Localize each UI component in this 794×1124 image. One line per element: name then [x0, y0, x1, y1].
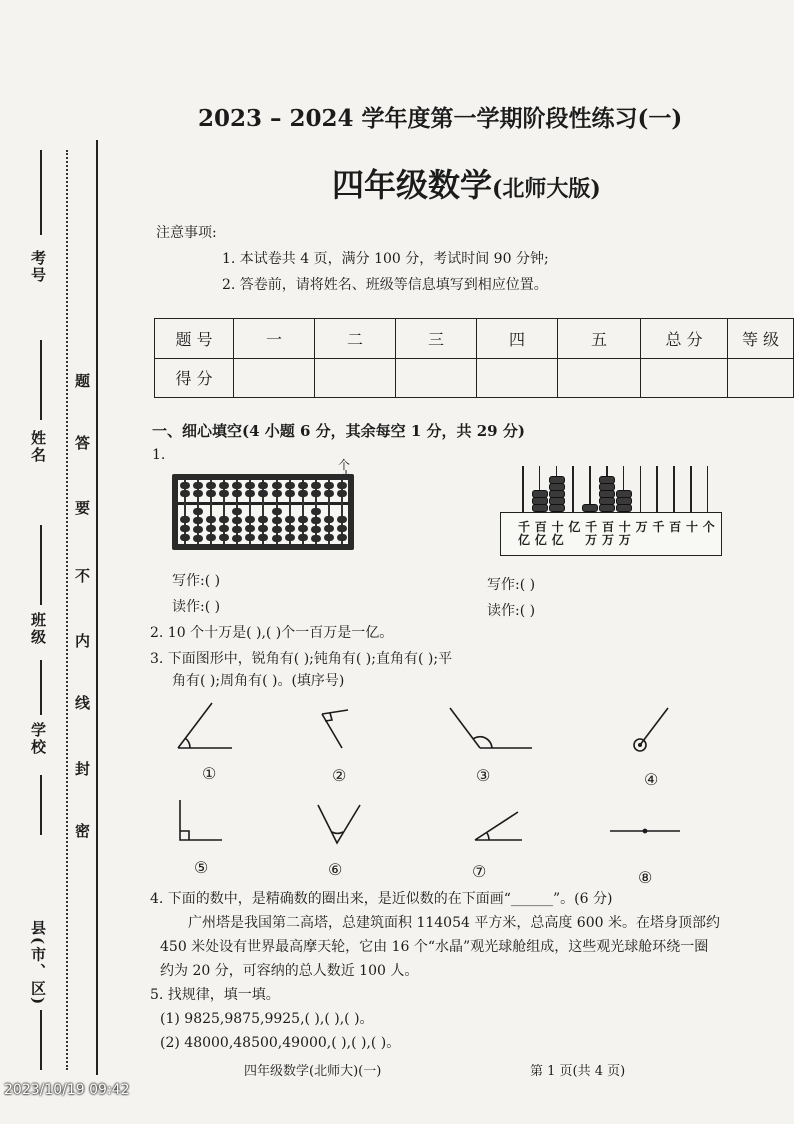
notice-item-2: 2. 答卷前，请将姓名、班级等信息填写到相应位置。 — [222, 277, 548, 293]
abacus-bead — [206, 482, 216, 489]
q1-right-read[interactable]: 读作:( ) — [487, 603, 536, 619]
abacus-bead — [285, 516, 295, 523]
counting-bead — [582, 504, 598, 512]
place-label: 百 — [669, 520, 682, 534]
exam-no-label: 考号 — [29, 250, 47, 284]
notice-item-1: 1. 本试卷共 4 页，满分 100 分，考试时间 90 分钟; — [222, 251, 549, 267]
abacus-bead — [219, 482, 229, 489]
county-label: 县(市、区) — [29, 920, 47, 1007]
counting-rod — [673, 466, 675, 512]
counting-rod — [707, 466, 709, 512]
abacus-ones-mark: 个 — [338, 458, 351, 472]
section-1-heading: 一、细心填空(4 小题 6 分，其余每空 1 分，共 29 分) — [152, 422, 525, 440]
abacus-bead — [337, 534, 347, 541]
angle-5-right — [180, 800, 222, 840]
seal-char-2: 答 — [75, 434, 91, 452]
abacus-bead — [232, 517, 242, 524]
abacus-bead — [180, 525, 190, 532]
abacus-bead — [193, 517, 203, 524]
angle-1-acute — [178, 703, 232, 748]
county-blank — [40, 1010, 42, 1070]
abacus-bead — [311, 535, 321, 542]
table-cell: 五 — [558, 319, 641, 359]
place-label: 千 亿 — [517, 520, 530, 547]
abacus-bead — [337, 516, 347, 523]
abacus-bead — [206, 490, 216, 497]
q4-paragraph-3[interactable]: 约为 20 分，可容纳的总人数近 100 人。 — [160, 963, 419, 979]
counting-rod — [522, 466, 524, 512]
counting-bead — [549, 483, 565, 491]
edition-label: (北师大版) — [492, 176, 601, 202]
exam-period-title: 2023 – 2024 学年度第一学期阶段性练习(一) — [198, 105, 683, 132]
abacus-bead — [180, 490, 190, 497]
score-input-cell[interactable] — [641, 358, 728, 398]
place-label: 十 亿 — [551, 520, 564, 547]
abacus-bead — [298, 525, 308, 532]
abacus-bead — [193, 482, 203, 489]
q4-instruction: 4. 下面的数中，是精确数的圈出来，是近似数的在下面画“______”。(6 分) — [150, 891, 613, 907]
abacus-bead — [258, 516, 268, 523]
table-cell: 一 — [234, 319, 315, 359]
place-label: 个 — [702, 520, 715, 534]
place-label: 千 万 — [585, 520, 598, 547]
table-cell: 总 分 — [641, 319, 728, 359]
angle-2-right — [322, 710, 348, 748]
abacus-bead — [245, 525, 255, 532]
footer-page: 第 1 页(共 4 页) — [530, 1064, 626, 1079]
counting-bead — [599, 497, 615, 505]
counting-rod — [656, 466, 658, 512]
angle-label: ① — [202, 764, 217, 783]
abacus-bead — [258, 534, 268, 541]
counting-bead — [549, 504, 565, 512]
angle-label: ⑦ — [472, 862, 487, 881]
abacus-bead — [245, 534, 255, 541]
seal-char-7: 封 — [75, 760, 91, 778]
place-label: 千 — [652, 520, 665, 534]
subject-name: 四年级数学 — [332, 166, 493, 204]
abacus-bead — [272, 482, 282, 489]
abacus-bead — [219, 490, 229, 497]
abacus-bead — [193, 508, 203, 515]
angle-label: ④ — [644, 770, 659, 789]
abacus-bead — [245, 516, 255, 523]
counting-bead — [616, 490, 632, 498]
abacus-bead — [258, 490, 268, 497]
counting-bead — [599, 483, 615, 491]
subject-title — [332, 160, 601, 206]
school-blank — [40, 660, 42, 715]
abacus-bead — [180, 482, 190, 489]
score-input-cell[interactable] — [728, 358, 794, 398]
counting-bead — [599, 504, 615, 512]
abacus-bead — [324, 525, 334, 532]
place-label: 百 万 — [601, 520, 614, 547]
counting-bead — [616, 497, 632, 505]
notice-heading: 注意事项: — [156, 225, 217, 241]
counting-bead — [549, 497, 565, 505]
table-cell: 得 分 — [155, 358, 234, 398]
abacus-bead — [324, 482, 334, 489]
abacus-bead — [311, 490, 321, 497]
q4-paragraph-1[interactable]: 广州塔是我国第二高塔，总建筑面积 114054 平方米，总高度 600 米。在塔身顶部约 — [188, 915, 720, 931]
abacus-bead — [232, 482, 242, 489]
abacus-bead — [232, 490, 242, 497]
abacus-bead — [337, 482, 347, 489]
abacus-bead — [232, 535, 242, 542]
abacus-bead — [232, 508, 242, 515]
abacus-image — [172, 474, 354, 550]
class-label: 班级 — [29, 612, 47, 646]
footer-subject: 四年级数学(北师大)(一) — [244, 1064, 382, 1079]
table-cell: 等 级 — [728, 319, 794, 359]
abacus-bead — [311, 517, 321, 524]
abacus-bead — [206, 534, 216, 541]
q3-line-1[interactable]: 3. 下面图形中，锐角有( );钝角有( );直角有( );平 — [150, 651, 453, 667]
q5-sequence-2[interactable]: (2) 48000,48500,49000,( ),( ),( )。 — [160, 1035, 401, 1051]
name-blank — [40, 340, 42, 420]
angle-6-acute — [318, 805, 360, 843]
photo-timestamp: 2023/10/19 09:42 — [4, 1082, 130, 1098]
score-input-cell[interactable] — [315, 358, 396, 398]
abacus-bead — [219, 516, 229, 523]
counting-bead — [549, 490, 565, 498]
school-blank-2 — [40, 775, 42, 835]
q4-paragraph-2[interactable]: 450 米处设有世界最高摩天轮，它由 16 个“水晶”观光球舱组成，这些观光球舱环绕一圈 — [160, 939, 709, 955]
abacus-bead — [232, 526, 242, 533]
counting-rod — [690, 466, 692, 512]
place-label: 亿 — [568, 520, 581, 534]
abacus-bead — [298, 534, 308, 541]
abacus-bead — [272, 490, 282, 497]
abacus-bead — [219, 534, 229, 541]
counting-bead — [549, 476, 565, 484]
seal-char-3: 要 — [75, 499, 91, 517]
counting-bead — [532, 504, 548, 512]
angle-4-round — [640, 708, 668, 745]
angle-label: ⑧ — [638, 868, 653, 887]
seal-char-8: 密 — [75, 822, 91, 840]
abacus-bead — [272, 526, 282, 533]
q1-left-read[interactable]: 读作:( ) — [172, 599, 221, 615]
score-input-cell[interactable] — [477, 358, 558, 398]
counting-bead — [532, 490, 548, 498]
abacus-bead — [337, 490, 347, 497]
counting-bead — [599, 490, 615, 498]
abacus-bead — [324, 534, 334, 541]
counting-rod — [572, 466, 574, 512]
counting-bead — [532, 497, 548, 505]
abacus-bead — [337, 525, 347, 532]
abacus-bead — [206, 525, 216, 532]
binding-line — [96, 140, 98, 1075]
counting-bead — [599, 476, 615, 484]
score-input-cell[interactable] — [234, 358, 315, 398]
seal-char-6: 线 — [75, 694, 91, 712]
seal-char-5: 内 — [75, 632, 91, 650]
abacus-bead — [285, 482, 295, 489]
exam-no-blank — [40, 150, 42, 235]
angle-label: ⑤ — [194, 858, 209, 877]
abacus-bead — [193, 526, 203, 533]
score-input-cell[interactable] — [558, 358, 641, 398]
table-cell: 四 — [477, 319, 558, 359]
counting-rod — [640, 466, 642, 512]
abacus-bead — [180, 534, 190, 541]
place-value-box — [500, 512, 722, 556]
q1-left-write[interactable]: 写作:( ) — [172, 573, 221, 589]
abacus-bead — [298, 482, 308, 489]
q1-number: 1. — [152, 447, 166, 463]
table-cell: 题 号 — [155, 319, 234, 359]
abacus-bead — [324, 490, 334, 497]
q2-text[interactable]: 2. 10 个十万是( ),( )个一百万是一亿。 — [150, 625, 394, 641]
abacus-bead — [219, 525, 229, 532]
angle-7-acute — [475, 812, 522, 840]
abacus-bead — [180, 516, 190, 523]
abacus-bead — [258, 482, 268, 489]
counting-bead — [616, 504, 632, 512]
angle-label: ⑥ — [328, 860, 343, 879]
angle-figures — [170, 700, 770, 885]
table-cell: 二 — [315, 319, 396, 359]
table-row — [155, 319, 794, 359]
place-label: 万 — [635, 520, 648, 534]
seal-char-4: 不 — [75, 567, 91, 585]
abacus-bead — [245, 482, 255, 489]
place-label: 百 亿 — [534, 520, 547, 547]
table-cell: 三 — [396, 319, 477, 359]
place-label: 十 万 — [618, 520, 631, 547]
abacus-bead — [298, 490, 308, 497]
place-label: 十 — [685, 520, 698, 534]
table-row — [155, 358, 794, 398]
score-table — [154, 318, 794, 398]
abacus-bead — [206, 516, 216, 523]
seal-char-1: 题 — [75, 372, 91, 390]
seal-dotted-line — [66, 150, 68, 1070]
abacus-bead — [272, 508, 282, 515]
q5-sequence-1[interactable]: (1) 9825,9875,9925,( ),( ),( )。 — [160, 1011, 374, 1027]
angle-label: ③ — [476, 766, 491, 785]
abacus-bead — [193, 535, 203, 542]
abacus-bead — [285, 490, 295, 497]
abacus-bead — [311, 508, 321, 515]
abacus-bead — [298, 516, 308, 523]
abacus-bead — [258, 525, 268, 532]
abacus-bead — [285, 525, 295, 532]
q5-instruction: 5. 找规律，填一填。 — [150, 987, 280, 1003]
abacus-bead — [272, 517, 282, 524]
abacus-bead — [311, 526, 321, 533]
angle-label: ② — [332, 766, 347, 785]
abacus-bead — [245, 490, 255, 497]
q1-right-write[interactable]: 写作:( ) — [487, 577, 536, 593]
name-label: 姓名 — [29, 430, 47, 464]
abacus-bead — [193, 490, 203, 497]
abacus-bead — [311, 482, 321, 489]
school-label: 学校 — [29, 722, 47, 756]
abacus-frame — [178, 480, 348, 544]
abacus-bead — [285, 534, 295, 541]
class-blank — [40, 525, 42, 605]
abacus-bead — [324, 516, 334, 523]
abacus-bead — [272, 535, 282, 542]
score-input-cell[interactable] — [396, 358, 477, 398]
q3-line-2[interactable]: 角有( );周角有( )。(填序号) — [172, 673, 345, 689]
